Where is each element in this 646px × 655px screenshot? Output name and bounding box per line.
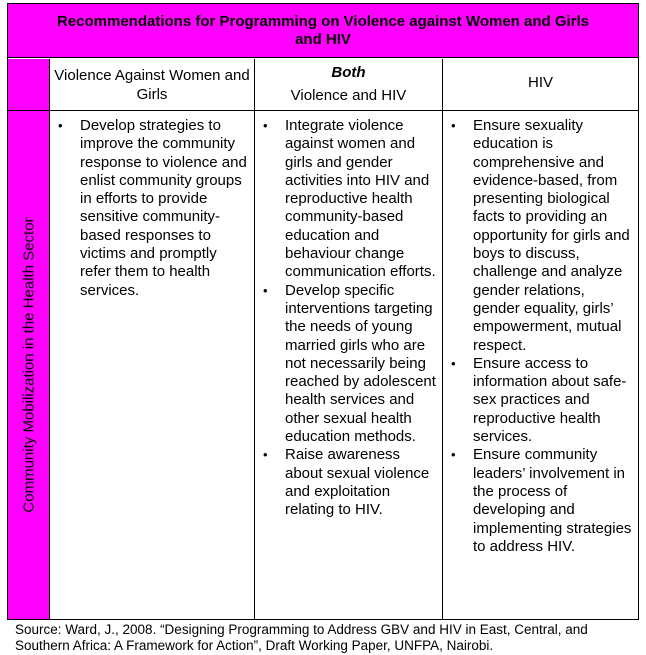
list-item-text: Integrate violence against women and girls and gender activities into HIV and reproductive health community-based education and behaviour change communication efforts. xyxy=(285,117,436,281)
corner-cell xyxy=(8,59,50,111)
cell-both xyxy=(255,111,443,619)
bullet-icon: • xyxy=(263,447,268,463)
list-item-text: Ensure access to information about safe-sex practices and reproductive health services. xyxy=(473,354,627,446)
vawg-list xyxy=(58,117,250,300)
list-item xyxy=(451,355,634,446)
list-item xyxy=(263,446,438,519)
recommendations-table xyxy=(7,3,639,620)
bullet-icon: • xyxy=(263,118,268,133)
bullet-icon: • xyxy=(451,118,456,133)
bullet-icon: • xyxy=(451,447,456,463)
list-item-text: Ensure sexuality education is comprehensive and evidence-based, from presenting biological facts to providing an opportunity for girls and boys to discuss, challenge and analyze gender relations, gender equality, girls’ empowerment, mutual respect. xyxy=(473,117,630,354)
list-item xyxy=(263,282,438,447)
column-header-both-label: Violence and HIV xyxy=(290,87,407,104)
source-citation: Source: Ward, J., 2008. “Designing Programming to Address GBV and HIV in East, Central, and Southern Africa: A Framework for Action”, Draft Working Paper, UNFPA, Nairobi. xyxy=(15,622,588,653)
hiv-list xyxy=(451,117,634,556)
list-item-text: Raise awareness about sexual violence and exploitation relating to HIV. xyxy=(285,446,430,519)
row-header-cell xyxy=(8,111,50,619)
column-header-hiv: HIV xyxy=(443,59,638,111)
bullet-icon: • xyxy=(263,282,268,298)
bullet-icon: • xyxy=(58,118,63,133)
both-list xyxy=(263,117,438,520)
cell-vawg xyxy=(50,111,255,619)
row-header-label: Community Mobilization in the Health Sector xyxy=(20,217,38,513)
column-header-vawg: Violence Against Women and Girls xyxy=(50,59,255,111)
cell-hiv xyxy=(443,111,638,619)
list-item-text: Ensure community leaders’ involvement in the process of developing and implementing strategies to address HIV. xyxy=(473,446,632,555)
list-item xyxy=(451,117,634,355)
list-item-text: Develop strategies to improve the community response to violence and enlist community groups in efforts to provide sensitive community-based responses to victims and promptly refer them to health services. xyxy=(80,117,247,299)
bullet-icon: • xyxy=(451,355,456,371)
list-item xyxy=(451,446,634,556)
list-item xyxy=(263,117,438,282)
column-header-both xyxy=(255,59,443,111)
table-title: Recommendations for Programming on Violence against Women and Girls and HIV xyxy=(8,4,638,58)
column-header-both-emphasis: Both xyxy=(331,64,366,81)
list-item xyxy=(58,117,250,300)
list-item-text: Develop specific interventions targeting the needs of young married girls who are not necessarily being reached by adolescent health services and other sexual health education methods. xyxy=(285,281,436,446)
